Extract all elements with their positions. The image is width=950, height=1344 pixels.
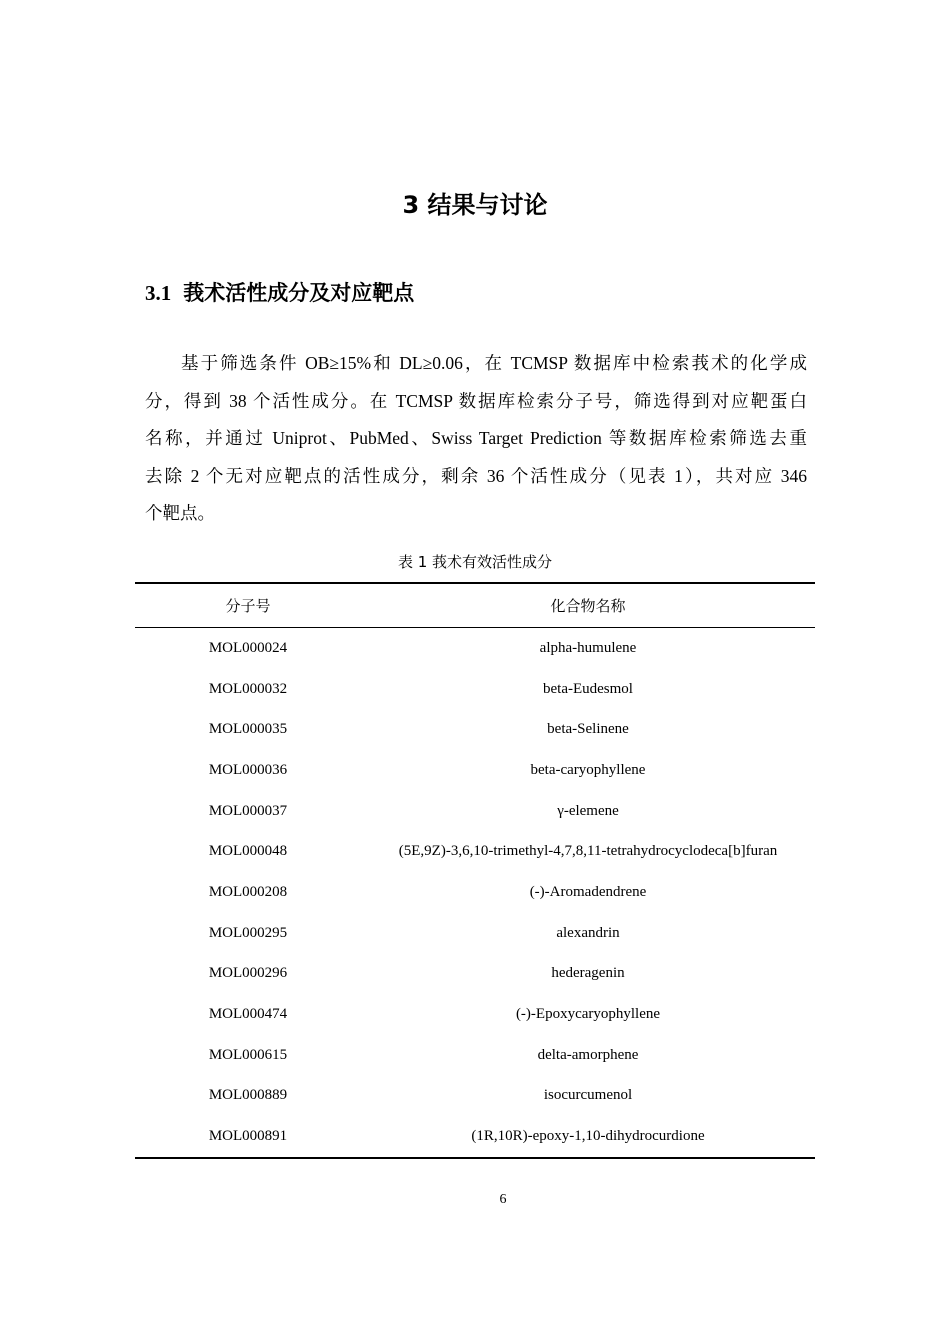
- compound-name: (5E,9Z)-3,6,10-trimethyl-4,7,8,11-tetrahydrocyclodeca[b]furan: [398, 843, 778, 860]
- compound-name: alexandrin: [556, 924, 620, 941]
- table-row: [135, 831, 815, 872]
- compound-name: beta-Eudesmol: [543, 680, 633, 697]
- molecule-id: MOL000296: [208, 965, 288, 982]
- table-row: [135, 791, 815, 832]
- molecule-id: MOL000036: [208, 761, 288, 778]
- molecule-id: MOL000024: [208, 639, 288, 656]
- molecule-id: MOL000032: [208, 680, 288, 697]
- molecule-id: MOL000889: [208, 1087, 288, 1104]
- body-paragraph: [145, 345, 807, 533]
- table-row: [135, 709, 815, 750]
- compound-name: (-)-Aromadendrene: [529, 883, 647, 900]
- paragraph-line: 个靶点。: [145, 503, 215, 524]
- table-row: [135, 954, 815, 995]
- section-heading: [145, 277, 414, 307]
- paragraph-line: 去除 2 个无对应靶点的活性成分，剩余 36 个活性成分（见表 1），共对应 346: [145, 465, 807, 486]
- compound-name: hederagenin: [551, 965, 625, 982]
- page-number: 6: [499, 1192, 507, 1207]
- compound-name: (1R,10R)-epoxy-1,10-dihydrocurdione: [471, 1128, 705, 1145]
- molecule-id: MOL000474: [208, 1006, 288, 1023]
- table-header-row: [135, 583, 815, 628]
- compound-name: delta-amorphene: [537, 1046, 639, 1063]
- table-row: [135, 628, 815, 669]
- paragraph-line: 基于筛选条件 OB≥15%和 DL≥0.06，在 TCMSP 数据库中检索莪术的化学成: [181, 353, 807, 373]
- header-molecule-id: 分子号: [135, 583, 361, 628]
- table-caption: 表 1 莪术有效活性成分: [397, 553, 553, 571]
- chapter-title: 3 结果与讨论: [402, 191, 548, 219]
- table-row: [135, 1076, 815, 1117]
- section-number: 3.1: [145, 281, 172, 305]
- compound-name: alpha-humulene: [539, 639, 637, 656]
- molecule-id: MOL000035: [208, 721, 288, 738]
- section-title: 莪术活性成分及对应靶点: [183, 281, 415, 305]
- table-row: [135, 913, 815, 954]
- molecule-id: MOL000048: [208, 843, 288, 860]
- paragraph-line: 分，得到 38 个活性成分。在 TCMSP 数据库检索分子号，筛选得到对应靶蛋白: [145, 390, 807, 411]
- table-row: [135, 994, 815, 1035]
- compound-name: (-)-Epoxycaryophyllene: [515, 1006, 661, 1023]
- molecule-id: MOL000037: [208, 802, 288, 819]
- molecule-id: MOL000295: [208, 924, 288, 941]
- header-compound-name: 化合物名称: [361, 583, 815, 628]
- table-row: [135, 669, 815, 710]
- compound-name: beta-caryophyllene: [530, 761, 646, 778]
- compound-name: isocurcumenol: [543, 1087, 633, 1104]
- paragraph-line: 名称，并通过 Uniprot、PubMed、Swiss Target Prediction 等数据库检索筛选去重: [145, 428, 807, 449]
- table-row: [135, 1035, 815, 1076]
- molecule-id: MOL000891: [208, 1128, 288, 1145]
- molecule-id: MOL000208: [208, 883, 288, 900]
- compound-name: γ-elemene: [557, 802, 619, 819]
- table-row: [135, 872, 815, 913]
- compound-table: [135, 582, 815, 1159]
- table-row: [135, 1116, 815, 1158]
- compound-name: beta-Selinene: [547, 721, 629, 738]
- molecule-id: MOL000615: [208, 1046, 288, 1063]
- table-row: [135, 750, 815, 791]
